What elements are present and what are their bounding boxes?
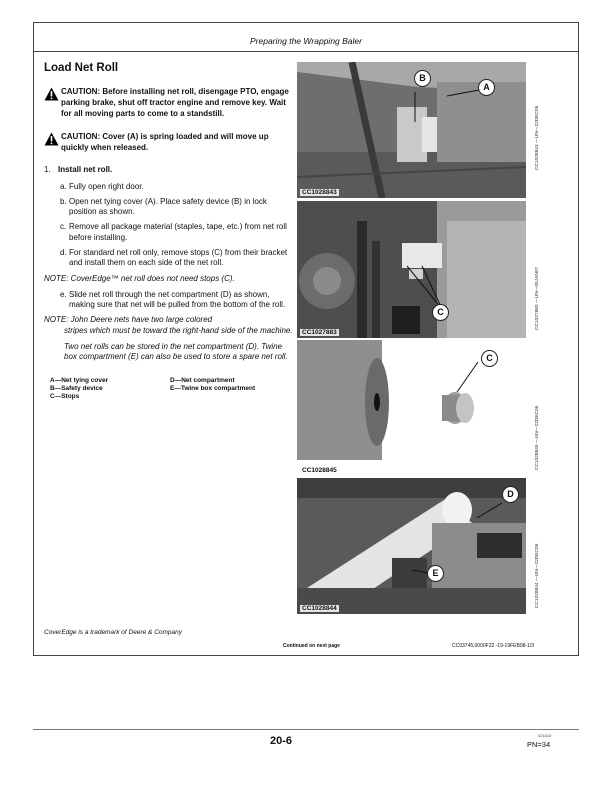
caution-1-text: CAUTION: Before installing net roll, disengage PTO, engage parking brake, shut off tractor engine and remove key. Wait for all moving parts to come to a standstill. xyxy=(61,87,289,118)
substep-b xyxy=(44,197,294,218)
footer-divider xyxy=(33,729,579,730)
callout-a: A xyxy=(478,79,495,96)
instructions-column xyxy=(44,62,294,401)
substep-a xyxy=(44,182,294,192)
callout-c: C xyxy=(481,350,498,367)
callout-b: B xyxy=(414,70,431,87)
page-header xyxy=(33,22,579,52)
substep-text: Fully open right door. xyxy=(69,181,144,191)
callout-e: E xyxy=(427,565,444,582)
step-label: Install net roll. xyxy=(58,165,113,174)
substep-text: Slide net roll through the net compartment (D) as shown, making sure that net will be pulled from the bottom of the roll. xyxy=(69,289,286,310)
reference-code: CC03745,0000F22 -19-19FEB08-1/3 xyxy=(452,643,534,649)
photo-id: CC1027883 xyxy=(302,329,337,336)
parts-legend xyxy=(44,377,294,401)
step-number: 1. xyxy=(44,165,51,174)
callout-d: D xyxy=(502,486,519,503)
photo-2-image xyxy=(297,201,526,338)
substep-letter: b. xyxy=(60,196,67,206)
legend-c: C—Stops xyxy=(50,392,80,400)
legend-d: D—Net compartment xyxy=(170,376,235,384)
warning-triangle-icon xyxy=(44,132,59,146)
legend-a: A—Net tying cover xyxy=(50,376,109,384)
note-first-line: NOTE: John Deere nets have two large colored xyxy=(44,315,213,325)
callout-c: C xyxy=(432,304,449,321)
substep-letter: e. xyxy=(60,289,67,299)
note-storage: Two net rolls can be stored in the net compartment (D). Twine box compartment (E) can also be used to store a spare net roll. xyxy=(64,342,288,362)
photo-id: CC1028845 xyxy=(302,467,337,474)
substep-letter: c. xyxy=(60,222,67,232)
photo-id: CC1028844 xyxy=(302,605,337,612)
caution-2-text: CAUTION: Cover (A) is spring loaded and will move up quickly when released. xyxy=(61,132,269,152)
photo-4-image xyxy=(297,478,526,614)
photo-net-tying-cover xyxy=(297,62,526,198)
warning-triangle-icon xyxy=(44,87,59,101)
photo-side-code: CC1028845 —UN—22DEC06 xyxy=(535,405,540,470)
photo-side-code: CC1028843 —UN—22DEC06 xyxy=(535,105,540,170)
legend-b: B—Safety device xyxy=(50,384,103,392)
header-title: Preparing the Wrapping Baler xyxy=(250,36,362,46)
note-stripes xyxy=(44,315,294,336)
substep-letter: d. xyxy=(60,247,67,257)
continued-label: Continued on next page xyxy=(283,643,340,649)
substep-d xyxy=(44,248,294,269)
substep-e xyxy=(44,290,294,311)
caution-2 xyxy=(44,131,294,153)
substep-text: Open net tying cover (A). Place safety device (B) in lock position as shown. xyxy=(69,196,267,217)
photo-net-compartment xyxy=(297,478,526,614)
page-number: 20-6 xyxy=(270,735,293,747)
photo-side-code: CC1028844 —UN—22DEC06 xyxy=(535,543,540,608)
footer-code: 021610 xyxy=(538,733,552,738)
photo-side-code: CC1027883 —UN—05JAN07 xyxy=(535,266,540,330)
substep-c xyxy=(44,222,294,243)
legend-e: E—Twine box compartment xyxy=(170,384,256,392)
photo-id: CC1028843 xyxy=(302,189,337,196)
note-text: NOTE: CoverEdge™ net roll does not need stops (C). xyxy=(44,273,235,283)
substep-text: Remove all package material (staples, tape, etc.) from net roll before installing. xyxy=(69,222,287,242)
photo-stops-bracket xyxy=(297,201,526,338)
substep-text: For standard net roll only, remove stops (C) from their bracket and install them on each side of the net roll. xyxy=(69,247,288,268)
substep-letter: a. xyxy=(60,181,67,191)
trademark-note: CoverEdge is a trademark of Deere & Company xyxy=(44,629,183,636)
pn-number: PN=34 xyxy=(527,740,551,749)
note-continuation: stripes which must be toward the right-hand side of the machine. xyxy=(64,325,293,335)
photo-net-roll-and-stop xyxy=(297,340,526,476)
section-title: Load Net Roll xyxy=(44,62,119,74)
step-1 xyxy=(44,165,294,176)
note-coveredge xyxy=(44,274,294,284)
caution-1 xyxy=(44,86,294,119)
